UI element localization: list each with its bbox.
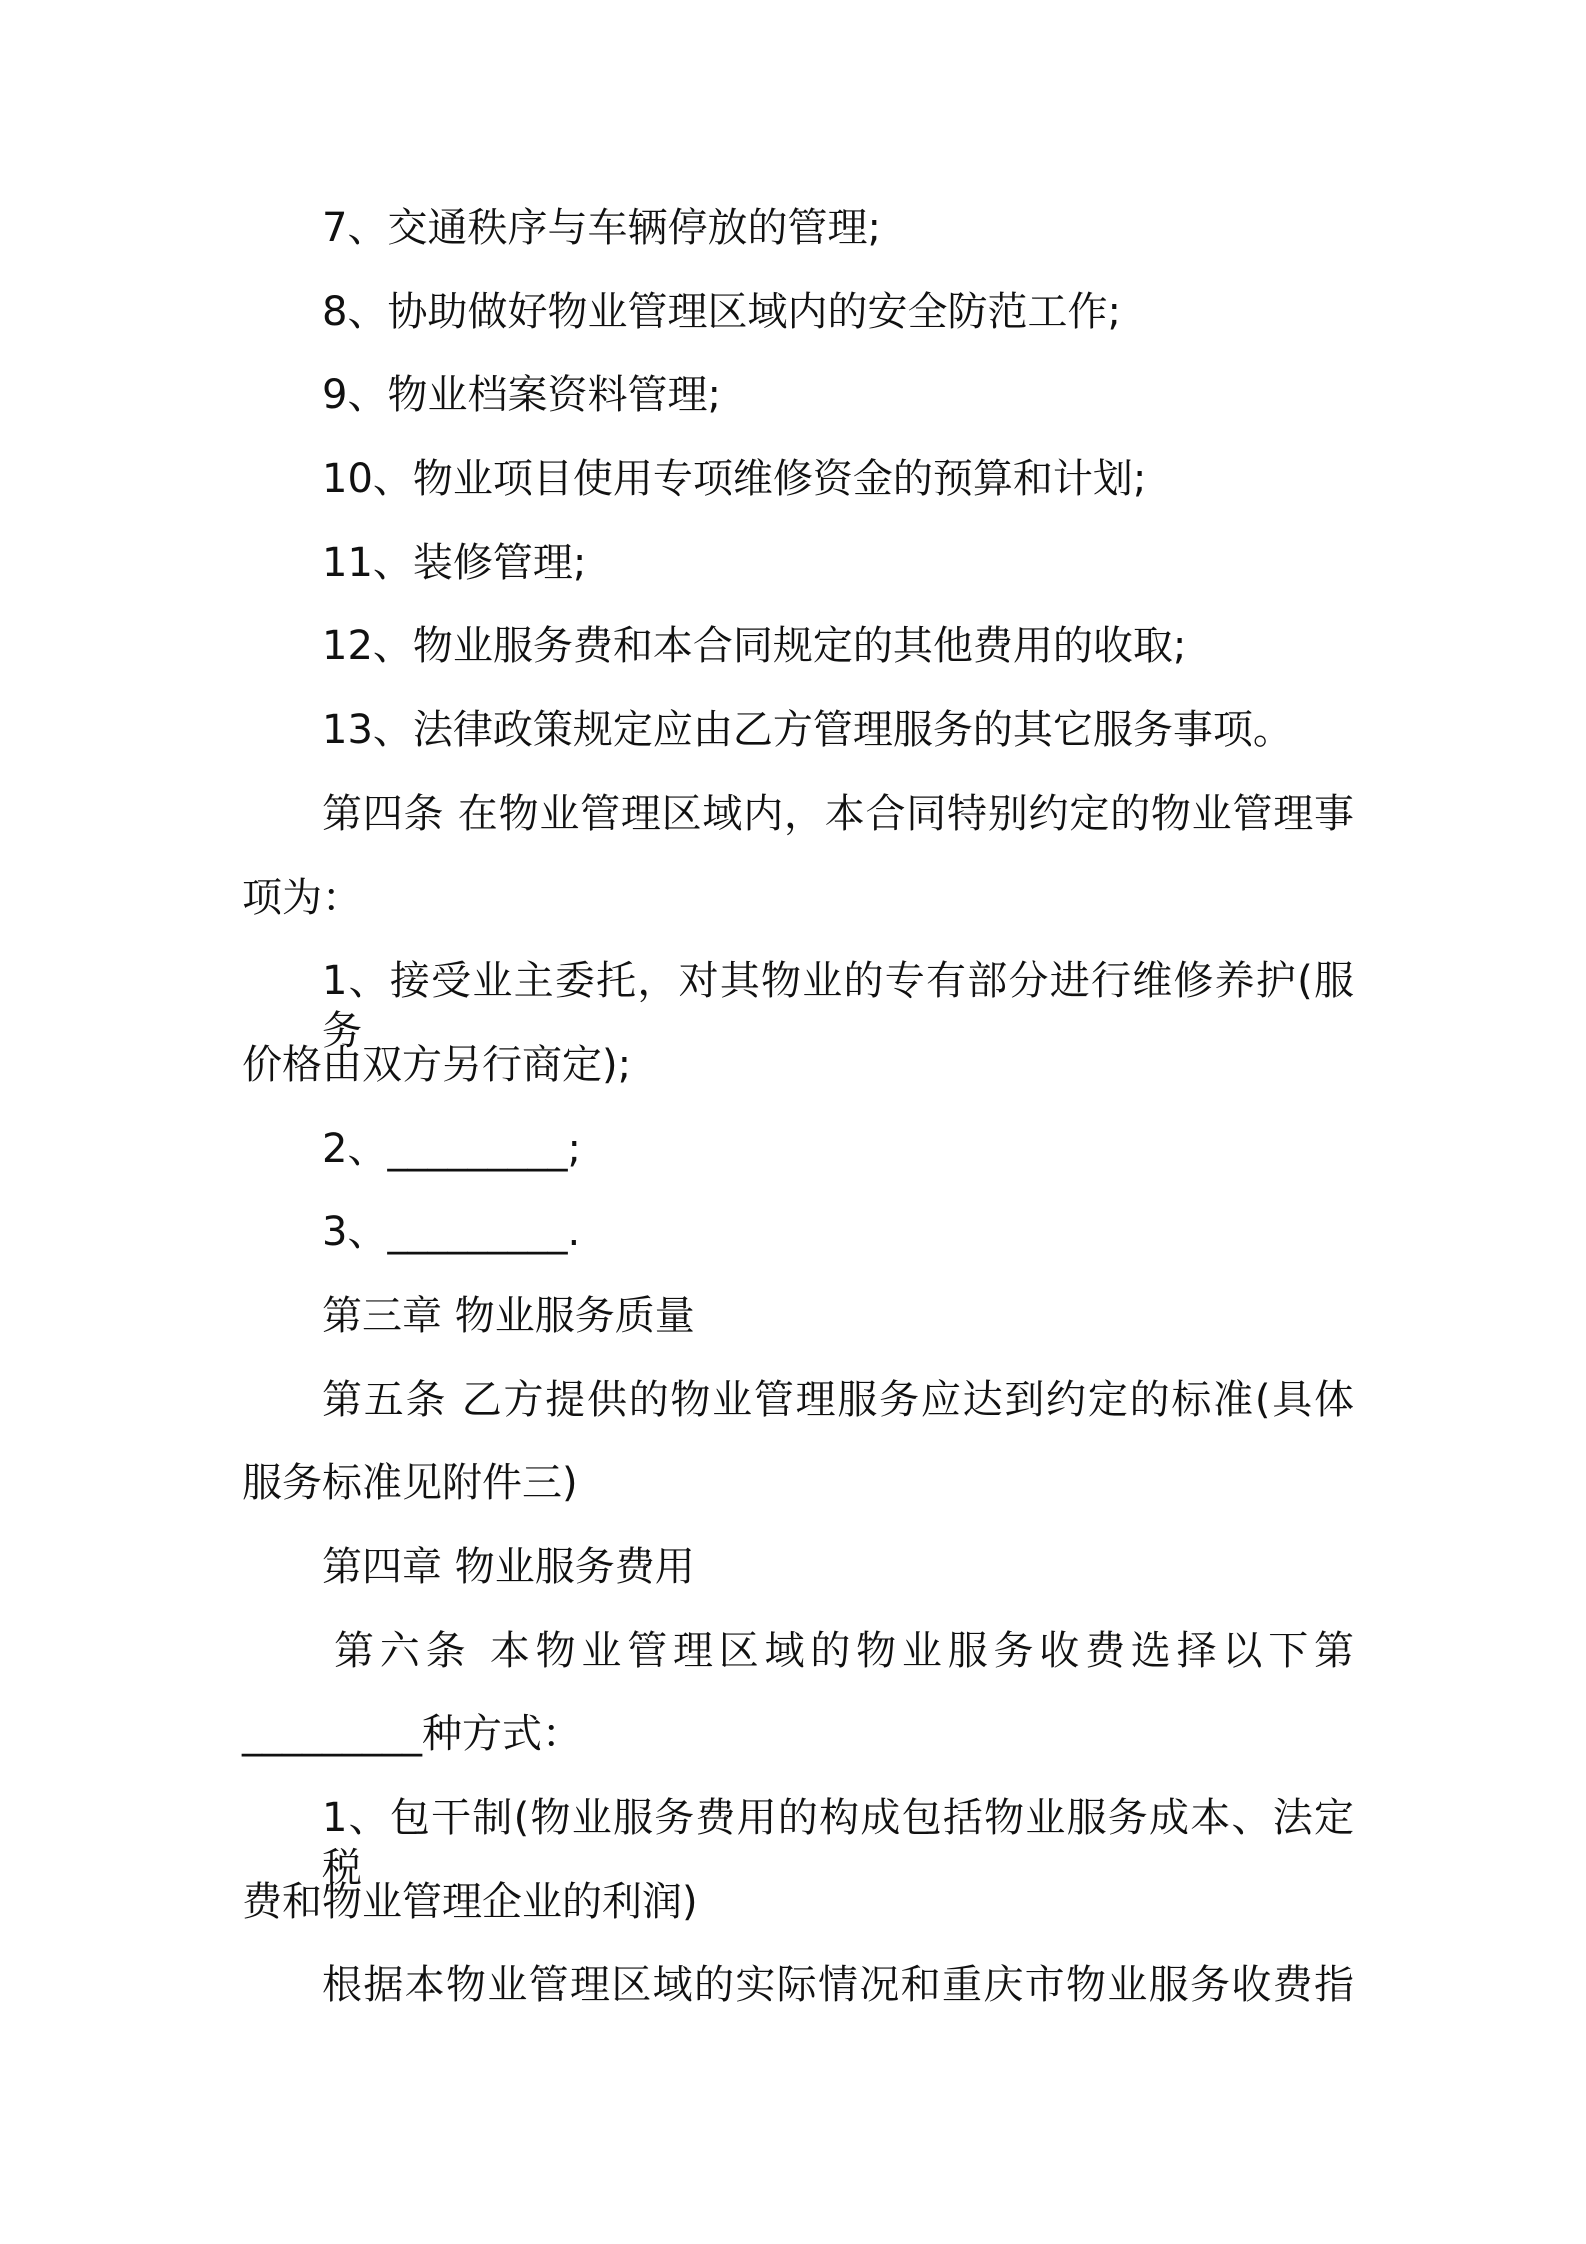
article-5-continuation: 服务标准见附件三) [242, 1460, 578, 1506]
article-4-item-1-continuation: 价格由双方另行商定); [242, 1042, 632, 1088]
article-6-item-1: 1、包干制(物业服务费用的构成包括物业服务成本、法定税 [322, 1795, 1354, 1891]
list-item-9: 9、物业档案资料管理; [322, 372, 721, 418]
chapter-3-heading: 第三章 物业服务质量 [322, 1293, 695, 1339]
article-4-heading: 第四条 在物业管理区域内，本合同特别约定的物业管理事 [322, 791, 1354, 837]
chapter-4-heading: 第四章 物业服务费用 [322, 1544, 695, 1590]
list-item-10: 10、物业项目使用专项维修资金的预算和计划; [322, 456, 1147, 502]
list-item-8: 8、协助做好物业管理区域内的安全防范工作; [322, 289, 1121, 335]
article-6-item-1-continuation: 费和物业管理企业的利润) [242, 1879, 698, 1925]
list-item-12: 12、物业服务费和本合同规定的其他费用的收取; [322, 623, 1187, 669]
article-4-continuation: 项为： [242, 875, 362, 921]
article-6-continuation: _________种方式： [242, 1711, 582, 1757]
list-item-11: 11、装修管理; [322, 540, 587, 586]
list-item-13: 13、法律政策规定应由乙方管理服务的其它服务事项。 [322, 707, 1293, 753]
article-5-heading: 第五条 乙方提供的物业管理服务应达到约定的标准(具体 [322, 1377, 1354, 1423]
article-4-item-3: 3、_________. [322, 1209, 581, 1255]
article-6-heading: 第六条 本物业管理区域的物业服务收费选择以下第 [334, 1628, 1354, 1674]
article-4-item-1: 1、接受业主委托，对其物业的专有部分进行维修养护(服务 [322, 958, 1354, 1054]
article-4-item-2: 2、_________; [322, 1126, 581, 1172]
article-6-paragraph: 根据本物业管理区域的实际情况和重庆市物业服务收费指 [322, 1962, 1354, 2008]
list-item-7: 7、交通秩序与车辆停放的管理; [322, 205, 881, 251]
